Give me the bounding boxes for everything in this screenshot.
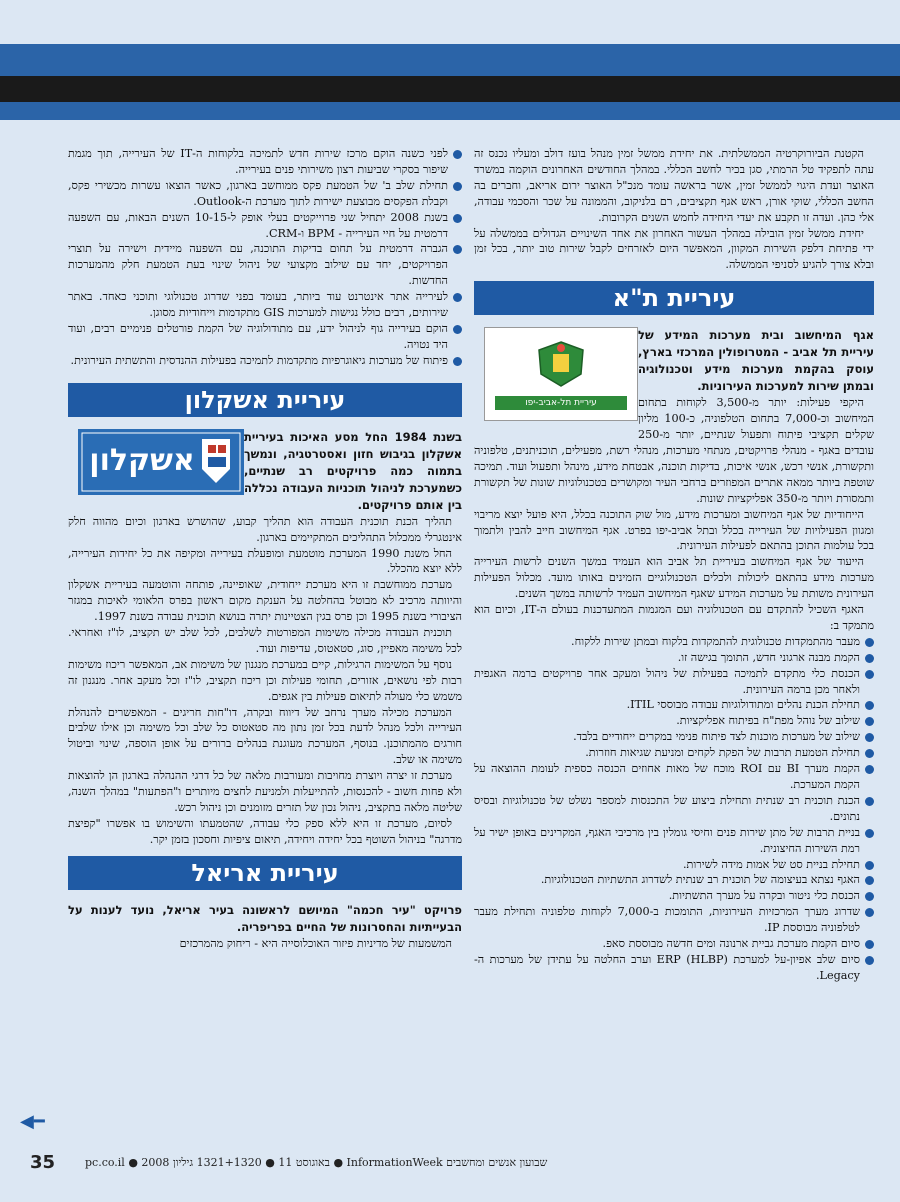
list-item: סיום שלב אפיון-על למערכת ERP (HLBP) וערב החלטה על עתידן של מערכות ה-Legacy. [474,952,874,984]
list-item: סיום הקמת מערכת גביית ארנונה ומים חדשה מבוססת סאפ. [474,936,874,952]
paragraph: לסיום, מערכת זו היא ללא ספק כלי עבודה, שהטמעתו והשימוש בו אפשרו "קפיצת מדרגה" בניהול השוטף בכל יחידה ויחידה, תיאום ציפיות וחסכון בזמן יקר. [68,816,462,846]
right-column [474,146,874,984]
ashkelon-logo-text: אשקלון [89,442,195,478]
list-item: האגף נצתא בעיצומה של תוכנית רב שנתית לשדרוג התשתיות הטכנולוגיות. [474,872,874,888]
list-item: הוקם בעירייה גוף לניהול ידע, עם מתודולוגיה של הקמת פורטלים פנימיים רבים, ועוד היד נטויה. [68,321,462,353]
page-footer [30,1148,840,1176]
paragraph: מערכת ממוחשבת זו היא מערכת ייחודית, שאופיינה, פותחה והוטמעה בעיריית אשקלון והיוותה מרכיב לא מבוטל בהחלטה על הענקת מקום ראשון בפרס הלאומי לאיכות במגזר הציבורי בשנת 1995 וכן פרס בגין הצטיינות יתרה בנושא תוכנית עבודה בשנת 1997. [68,578,462,624]
list-item: מעבר מהתמקדות טכנולוגית להתמקדות בלקוח ובמתן שירות ללקוח. [474,634,874,650]
paragraph: היקפי פעילות: יותר מ-3,500 לקוחות בתחום המיחשוב וכ-7,000 בתחום הטלפוניה, כ-100 מליון שקלים תקציבי פיתוח ותפעול שנתיים, יותר מ-250 עובדים באגף - מנהלי פרויקטים, מנתחי מערכות, מנהלי רשת, מפעילים, תוכניתנים, טלפוניה ותקשורת, אנשי רכש, אנשי איכות, בדיקות תוכנה, אבטחת מידע, מינהל ותפעול ועוד. תמיכה שוטפת ביותר ממאה אתרים המפוזרים ברחבי העיר ומקושרים בטכנולוגיות שונות של תקשורת ותמסורת ויותר מ-350 אפליקציות שונות. [474,396,874,505]
paragraph: נוסף על המשימות הרגילות, קיים במערכת מנגנון של משימות אב, המאפשר ריכוז משימות רבות לפי נושאים, אזורים, תחומי פעילות וכן ריכוז תקציב, לו"ז וכל מעקב אחר. מנגנון זה משמש כלי מעולה לתיאום פעילות בין אגפים. [68,657,462,703]
ariel-lead: פרויקט "עיר חכמה" המיושם לראשונה בעיר אריאל, נועד לענות על הבעייתיות והחסרונות של החיים בפריפריה. [68,902,462,934]
tel-aviv-logo-text: עיריית תל-אביב-יפו [525,398,597,409]
list-item: לעירייה אתר אינטרנט עוד ביותר, בעומד בפני שדרוג טכנולוגי ותוכני כאחד. באתר שירותים, רבים כולל נגישות למערכות GIS מתקדמות וייחודיות מסוגן. [68,289,462,321]
paragraph: החל משנת 1990 המערכת מוטמעת ומופעלת בעירייה ומקיפה את כל יחידות העירייה, ללא יוצא מהכלל. [68,546,462,576]
list-item: שילוב של מערכות מוכנות לצד פיתוח פנימי במקרים ייחודיים בלבד. [474,729,874,745]
list-item: הקמת מערך BI עם ROI מוכח של מאות אחוזים הכנסה כספית לעומת ההוצאה על הקמת המערכת. [474,761,874,793]
list-item: בשנת 2008 יתחיל שני פרוייקטים בעלי אופק ל-10-15 השנים הבאות, עם השפעה דרמטית על חיי העירייה - BPM ו-CRM. [68,210,462,242]
list-item: בניית תרבות של מתן שירות פנים וחיסי גומלין בין מרכיבי האגף, המקרינים באופן ישיר על רמת השירות החיצונית. [474,825,874,857]
list-item: הכנסת כלי ניטור ובקרה על מערך התשתיות. [474,888,874,904]
ashkelon-lead: בשנת 1984 החל מסע האיכות בעיריית אשקלון בגיבוש חזון ואסטרטגיה, ונמשך בתמוה כמה פרויקטים רב שנתיים, כשמערכת לניהול תוכניות העבודה נכללה בין אותם פרויקטים. [244,429,463,512]
header-band-blue-lower [0,102,900,120]
ashkelon-logo [78,429,244,495]
paragraph: הייעוד של אגף המיחשוב בעיריית תל אביב הוא העמיד במשך השנים לרשות העירייה מערכות מידע בהתאם ליכולות ולכלים הטכנולוגיים הזמינים באותו מועד. מכלול הפעילות העירונית משותת על מערכות המידע שאגף המיחשוב העמיד לרשותה במשך השנים. [474,555,874,601]
tel-aviv-lead: אגף המיחשוב ובית מערכות המידע של עיריית תל אביב - המטרופולין המרכזי בארץ, עוסק בהקמת מערכות מידע וטכנולוגיה ובמתן שירות למערכות העירוניות. [638,328,874,394]
list-item: הקמת מבנה ארגוני חדש, התומך בגישה זו. [474,650,874,666]
list-item: שדרוג מערך המרכזיות העירוניות, התומכות ב-7,000 לקוחות טלפוניה ותחילת מעבר לטלפוניה מבוססת IP. [474,904,874,936]
section-title-ariel: עיריית אריאל [68,856,462,890]
list-item: הכנסת כלי מתקדם לתמיכה בפעילות של ניהול ומעקב אחר פרויקטים ברמה האגפית ולאחר מכן ברמה העירונית. [474,666,874,698]
intro-paragraph: הקטנת הביורוקרטיה הממשלתית. את יחידת ממשל זמין מנהל בועז דולב ומעליו נכנס זה עתה לתפקיד טל הרמתי, סגן בכיר לחשב הכללי. במהלך החודשים האחרונים הוקמה במשרד האוצר ועדת היגוי לממשל זמין, אשר בראשה עומד מנכ"ל האוצר ירום אריאב, וחברים בה החשב הכללי, שוקי אורן, ראש אגף תקציבים, רם בלניקוב, והממונה על שכר והסכמי עבודה, אלי כהן. ועדה זו תקבע את יעדי היחידה לחמש השנים הקרובות. [474,147,874,224]
list-item: הגברה דרמטית על תחום בדיקות התוכנה, עם השפעה מיידית וישירה על תוצרי הפרויקטים, יחד עם שילוב מקצועי של ניהול שינוי בעת הטמעת חלק מהמערכות החדשות. [68,241,462,289]
section-title-tel-aviv: עיריית ת"א [474,281,874,315]
intro-paragraph: יחידת ממשל זמין הובילה במהלך העשור האחרון את אחד השינויים הגדולים בממשלה על ידי פתיחת דלפק השירות המקוון, המאפשר היום לאזרחים לקבל שירות טוב יותר, בכל זמן ובלא צורך להגיע לסניפי הממשלה. [474,226,874,272]
section-title-ashkelon: עיריית אשקלון [68,383,462,417]
list-item: תחילת הטמעת תרבות של הפקת לקחים ומניעת שגיאות חוזרות. [474,745,874,761]
paragraph: תהליך הכנת תוכנית העבודה הוא תהליך קבוע, שהושרש בארגון וכיום מהווה חלק אינטגרלי ממכלול התהליכים המתקיימים בארגון. [68,514,462,544]
arrow-left-icon: ◀━ [20,1111,45,1132]
paragraph: האגף השכיל להתקדם עם הטכנולוגיה ועם המגמות המתעדכנות בעולם ה-IT, וכיום הוא מתמקד ב: [474,603,874,632]
list-item: פיתוח של מערכות גיאוגרפיות מתקדמות לתמיכה בפעילות ההנדסית והתשתית העירונית. [68,353,462,369]
paragraph: הייחודיות של אגף המיחשוב ומערכות מידע, מול שוק התוכנה בכלל, היא פועל יוצא מריבוי ומגוון הפעילויות של העירייה בכלל ובתל אביב-יפו בפרט. אגף המיחשוב חייב להבין ולתמוך בכל עולמות התוכן בהתאם לפעילות העירונית. [474,507,874,553]
tel-aviv-bullet-list [474,634,874,984]
footer-text: pc.co.il ● 2008 באוגוסט 11 ● 1321+1320 גיליון ● InformationWeek שבועון אנשים ומחשבים [85,1156,548,1169]
header-band-black [0,76,900,102]
paragraph: המשמעות של מדיניות פיזור האוכלוסייה היא - ריחוק מהמרכזים [179,936,452,950]
list-item: שילוב של נוהל מפת"ח בפיתוח אפליקציות. [474,713,874,729]
tel-aviv-logo [484,327,638,421]
left-column [68,146,462,952]
paragraph: המערכת מכילה מערך נרחב של דיווח ובקרה, דו"חות חריגים - המאפשרים להנהלת העירייה ולכל מנהל לדעת בכל זמן נתון מה סטאטוס כל שלב וכל משימה וכן אילו שלבים חורגים מהמתוכנן. בנוסף, המערכת מעוגנת בנהלים ברורים על אופן הוספה, שינוי וביטול משימה או שלב. [68,705,462,767]
list-item: תחילת בניית סט של אמות מידה לשירות. [474,857,874,873]
list-item: תחילת הכנת נהלים ומתודולוגיות עבודה מבוססי ITIL. [474,697,874,713]
paragraph: מערכת זו יצרה ויוצרת מחויבות ומעורבות מלאה של כל דרגי ההנהלה בארגון הן להוצאות ולא פחות חשוב - להכנסות, להתייעלות ולמניעת לחצים מיותרים ו"הפתעות" במהלך השנה, שליטה מלאה בתקציב, ניהול נכון של תזרים מזומנים וכן ניהול רכש. [68,769,462,814]
left-bullet-list [68,146,462,369]
paragraph: תוכנית העבודה מכילה משימות המפורטות לשלבים, לכל שלב יש תקציב, לו"ז ואחראי. לכל משימה מאפיין, סוג, סטאטוס, עדיפות ועוד. [68,626,462,655]
page-number: 35 [30,1152,56,1173]
header-band-blue [0,44,900,76]
list-item: תחילת שלב ב' של הטמעת פקס ממוחשב בארגון, כאשר הוצאו עשרות מכשירי פקס, וקבלת הפקסים מבוצעת ישירות לתוך מערכת ה-Outlook. [68,178,462,210]
list-item: לפני כשנה הוקם מרכז שירות חדש לתמיכה בלקוחות ה-IT של העירייה, תוך מגמת שיפור בסקרי שביעות רצון משירותי פנים בעירייה. [68,146,462,178]
list-item: הכנת תוכנית רב שנתית ותחילת ביצוע של התכנסות למספר נשלט של טכנולוגיות ובסיס נתונים. [474,793,874,825]
